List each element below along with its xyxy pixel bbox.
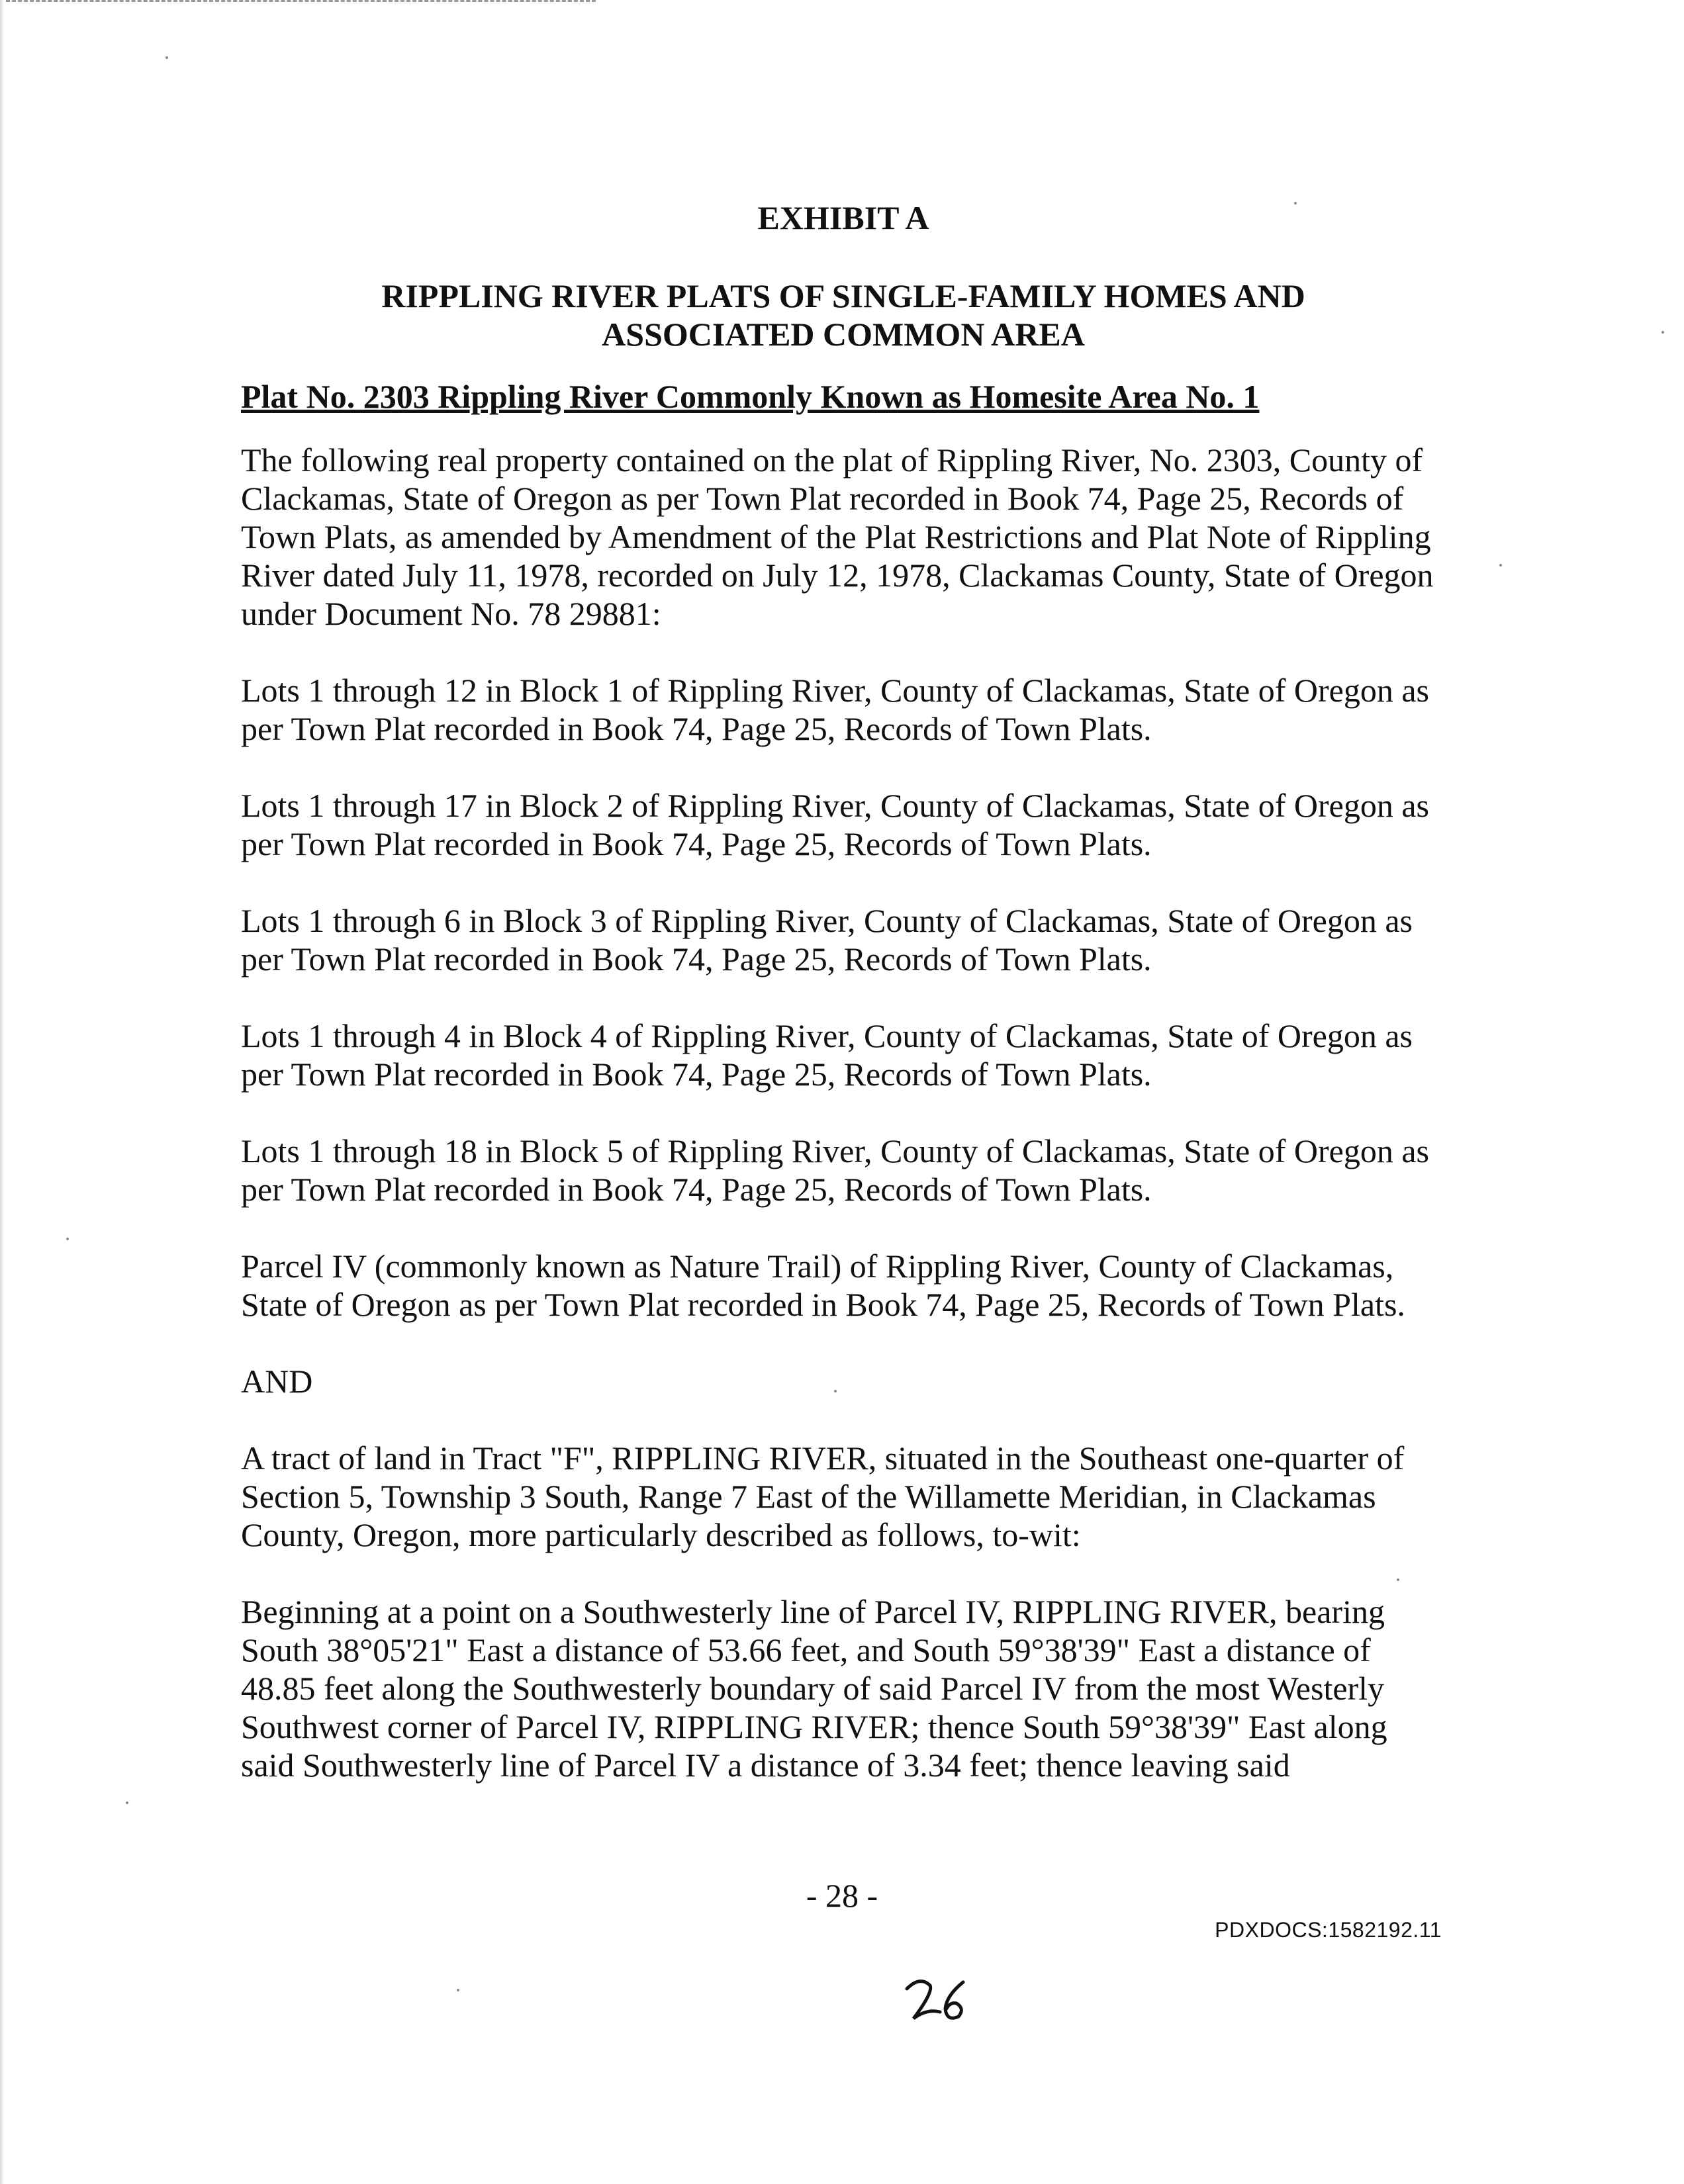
section-title-line-2: ASSOCIATED COMMON AREA — [602, 316, 1085, 353]
section-title-line-1: RIPPLING RIVER PLATS OF SINGLE-FAMILY HOMES AND — [381, 277, 1305, 314]
paragraph-and: AND — [241, 1363, 313, 1400]
scan-speck — [1661, 331, 1664, 334]
scan-speck — [126, 1801, 128, 1804]
paragraph-intro: The following real property contained on the plat of Rippling River, No. 2303, County of Clackamas, State of Oregon as per Town Plat recorded in Book 74, Page 25, Records of Town Plats, as amended by Amendment of the Plat Restrictions and Plat Note of Rippling River dated July 11, 1978, recorded on July 12, 1978, Clackamas County, State of Oregon under Document No. 78 29881: — [241, 441, 1434, 632]
scan-speck — [165, 56, 168, 59]
exhibit-title: EXHIBIT A — [757, 199, 929, 236]
paragraph-tract-f: A tract of land in Tract "F", RIPPLING RIVER, situated in the Southeast one-quarter of Section 5, Township 3 South, Range 7 East of the Willamette Meridian, in Clackamas County, Oregon, more particularly described as follows, to-wit: — [241, 1439, 1405, 1553]
handwritten-page-mark-icon — [900, 1969, 973, 2028]
document-id: PDXDOCS:1582192.11 — [1215, 1918, 1442, 1942]
scan-speck — [1499, 564, 1502, 567]
paragraph-block-3: Lots 1 through 6 in Block 3 of Rippling River, County of Clackamas, State of Oregon as per Town Plat recorded in Book 74, Page 25, Records of Town Plats. — [241, 902, 1413, 978]
scan-edge-artifact — [0, 0, 596, 5]
paragraph-beginning: Beginning at a point on a Southwesterly line of Parcel IV, RIPPLING RIVER, bearing South 38°05'21" East a distance of 53.66 feet, and South 59°38'39" East a distance of 48.85 feet along the Southwesterly boundary of said Parcel IV from the most Westerly Southwest corner of Parcel IV, RIPPLING RIVER; thence South 59°38'39" East along said Southwesterly line of Parcel IV a distance of 3.34 feet; thence leaving said — [241, 1593, 1387, 1784]
scan-speck — [66, 1238, 69, 1240]
paragraph-parcel-iv: Parcel IV (commonly known as Nature Trail) of Rippling River, County of Clackamas, State of Oregon as per Town Plat recorded in Book 74, Page 25, Records of Town Plats. — [241, 1248, 1405, 1323]
paragraph-block-5: Lots 1 through 18 in Block 5 of Rippling River, County of Clackamas, State of Oregon as per Town Plat recorded in Book 74, Page 25, Records of Town Plats. — [241, 1132, 1429, 1208]
plat-heading: Plat No. 2303 Rippling River Commonly Known as Homesite Area No. 1 — [241, 378, 1260, 415]
paragraph-block-4: Lots 1 through 4 in Block 4 of Rippling River, County of Clackamas, State of Oregon as per Town Plat recorded in Book 74, Page 25, Records of Town Plats. — [241, 1017, 1413, 1093]
document-body — [241, 199, 1446, 1823]
paragraph-block-2: Lots 1 through 17 in Block 2 of Rippling River, County of Clackamas, State of Oregon as per Town Plat recorded in Book 74, Page 25, Records of Town Plats. — [241, 787, 1429, 862]
scan-speck — [457, 1989, 459, 1991]
paragraph-block-1: Lots 1 through 12 in Block 1 of Rippling River, County of Clackamas, State of Oregon as per Town Plat recorded in Book 74, Page 25, Records of Town Plats. — [241, 672, 1429, 747]
page-number: - 28 - — [806, 1877, 878, 1914]
section-title — [241, 277, 1446, 353]
scan-edge-shadow — [0, 0, 4, 2184]
